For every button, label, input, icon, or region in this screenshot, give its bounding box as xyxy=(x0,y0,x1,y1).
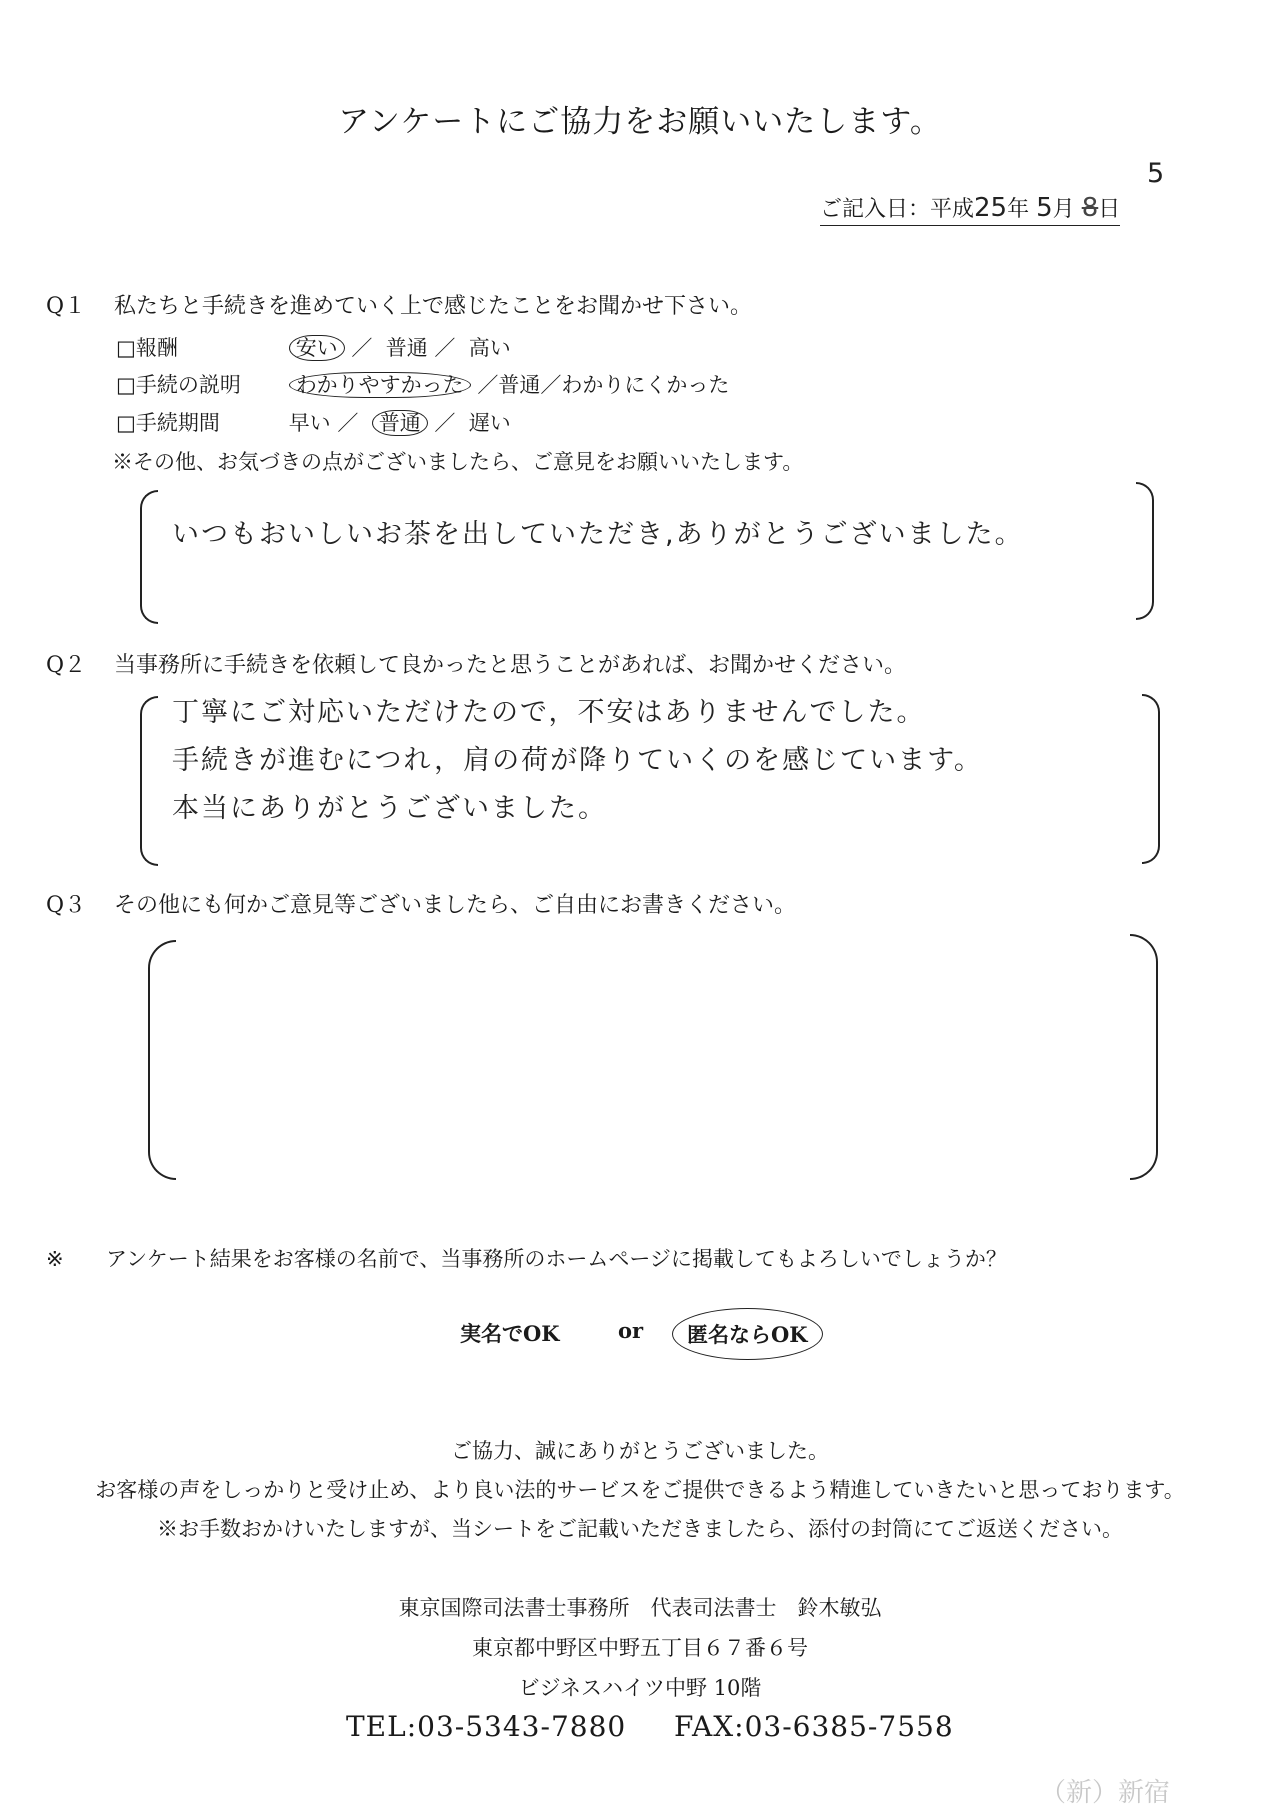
q1-explanation-option-normal[interactable]: 普通 xyxy=(498,373,541,397)
q1-question xyxy=(46,289,752,320)
office-name: 東京国際司法書士事務所 代表司法書士 鈴木敏弘 xyxy=(398,1596,882,1620)
publish-or: or xyxy=(618,1318,644,1343)
q3-text: その他にも何かご意見等ございましたら、ご自由にお書きください。 xyxy=(114,893,797,918)
q1-row-fee-label: □報酬 xyxy=(116,336,178,360)
q3-answer-area[interactable] xyxy=(190,950,1110,1170)
office-address-2: ビジネスハイツ中野 10階 xyxy=(518,1676,762,1700)
separator: ／ xyxy=(540,373,562,397)
date-month-unit: 月 xyxy=(1052,197,1075,222)
separator: ／ xyxy=(351,336,373,360)
q1-answer[interactable]: いつもおいしいお茶を出していただき,ありがとうございました。 xyxy=(172,519,1024,550)
closing-thanks: ご協力、誠にありがとうございました。 xyxy=(451,1439,829,1463)
separator: ／ xyxy=(477,373,499,397)
q1-row-explanation-label: □手続の説明 xyxy=(116,373,241,397)
separator: ／ xyxy=(434,336,456,360)
office-fax: FAX:03-6385-7558 xyxy=(674,1710,954,1743)
q2-answer-line-3[interactable]: 本当にありがとうございました。 xyxy=(172,793,607,824)
entry-date xyxy=(820,192,1120,226)
q1-period-option-slow[interactable]: 遅い xyxy=(468,411,511,435)
faint-stamp: （新）新宿 xyxy=(1040,1778,1171,1808)
q1-box-right-bracket xyxy=(1136,482,1154,620)
date-day-correction: 5 xyxy=(1147,158,1165,189)
publish-option-anonymous[interactable]: 匿名ならOK xyxy=(672,1308,823,1360)
q1-period-option-fast[interactable]: 早い xyxy=(288,411,331,435)
closing-return-note: ※お手数おかけいたしますが、当シートをご記載いただきましたら、添付の封筒にてご返送ください。 xyxy=(157,1517,1123,1541)
date-day-struck: 8 xyxy=(1081,193,1099,223)
q1-fee-option-cheap[interactable]: 安い xyxy=(289,335,345,361)
q1-note: ※その他、お気づきの点がございましたら、ご意見をお願いいたします。 xyxy=(112,450,804,474)
q2-number: Q２ xyxy=(46,653,87,678)
q2-box-right-bracket xyxy=(1142,694,1160,864)
q1-row-period-label: □手続期間 xyxy=(116,411,220,435)
closing-message: お客様の声をしっかりと受け止め、より良い法的サービスをご提供できるよう精進していきたいと思っております。 xyxy=(95,1478,1185,1502)
publish-question-text: アンケート結果をお客様の名前で、当事務所のホームページに掲載してもよろしいでしょうか？ xyxy=(106,1247,1007,1271)
date-year: 25 xyxy=(974,193,1008,223)
publish-option-real-name[interactable]: 実名でOK xyxy=(460,1321,560,1346)
q1-text: 私たちと手続きを進めていく上で感じたことをお聞かせ下さい。 xyxy=(114,294,753,319)
q2-text: 当事務所に手続きを依頼して良かったと思うことがあれば、お聞かせください。 xyxy=(114,653,907,678)
q1-row-fee xyxy=(116,332,511,362)
q1-explanation-option-clear[interactable]: わかりやすかった xyxy=(289,372,471,398)
date-year-unit: 年 xyxy=(1007,197,1030,222)
q1-row-period xyxy=(116,407,511,437)
office-address-1: 東京都中野区中野五丁目６７番６号 xyxy=(472,1636,808,1660)
date-day-unit: 日 xyxy=(1098,197,1121,222)
q1-period-option-normal[interactable]: 普通 xyxy=(372,410,428,436)
q3-box-right-bracket xyxy=(1130,934,1158,1180)
publish-mark: ※ xyxy=(46,1247,64,1271)
q3-question xyxy=(46,888,796,919)
q3-box-left-bracket xyxy=(148,940,176,1180)
page-title: アンケートにご協力をお願いいたします。 xyxy=(338,104,942,140)
q1-box-left-bracket xyxy=(140,490,158,624)
q2-box-left-bracket xyxy=(140,696,158,866)
q1-fee-option-normal[interactable]: 普通 xyxy=(385,336,428,360)
separator: ／ xyxy=(434,411,456,435)
q1-explanation-option-unclear[interactable]: わかりにくかった xyxy=(561,373,730,397)
q1-fee-option-expensive[interactable]: 高い xyxy=(468,336,511,360)
q3-number: Q３ xyxy=(46,893,87,918)
date-month: 5 xyxy=(1036,193,1053,223)
publish-question xyxy=(46,1243,1007,1273)
q1-row-explanation xyxy=(116,369,729,399)
separator: ／ xyxy=(337,411,359,435)
office-tel: TEL:03-5343-7880 xyxy=(346,1710,627,1743)
q2-question xyxy=(46,648,906,679)
q1-number: Q１ xyxy=(46,294,87,319)
q2-answer-line-2[interactable]: 手続きが進むにつれ，肩の荷が降りていくのを感じています。 xyxy=(172,745,983,776)
date-label: ご記入日：平成 xyxy=(820,197,975,222)
q2-answer-line-1[interactable]: 丁寧にご対応いただけたので，不安はありませんでした。 xyxy=(172,697,926,728)
